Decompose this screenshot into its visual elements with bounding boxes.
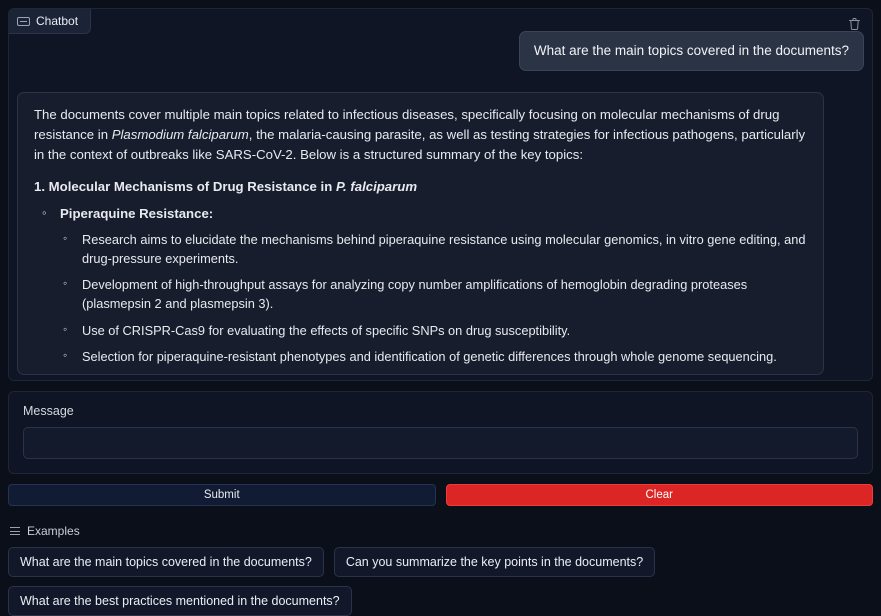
example-chip[interactable]: What are the best practices mentioned in the documents? (8, 586, 352, 616)
bot-section-heading-italic: P. falciparum (335, 178, 418, 194)
bot-message-bubble (17, 92, 824, 375)
action-button-row (8, 484, 873, 506)
list-item: ◦ Use of CRISPR-Cas9 for evaluating the effects of specific SNPs on drug susceptibility. (60, 321, 807, 340)
bot-section-heading-prefix: 1. Molecular Mechanisms of Drug Resistance in (34, 178, 336, 194)
chat-chip-icon (17, 17, 30, 26)
chat-panel (8, 8, 873, 381)
bot-intro-paragraph (34, 105, 807, 166)
bot-intro-part2: , the malaria-causing parasite, as well as testing strategies for infectious pathogens, particularly in the context of outbreaks like SARS-CoV-2. Below is a structured summary of the key topics: (34, 127, 806, 163)
bot-intro-part1: The documents cover multiple main topics related to infectious diseases, specifically focusing on molecular mechanisms of drug resistance in (34, 106, 780, 142)
list-item: ◦ Research aims to elucidate the mechanisms behind piperaquine resistance using molecular genomics, in vitro gene editing, and drug-pressure experiments. (60, 230, 807, 268)
examples-row (8, 547, 873, 577)
bot-section-heading (34, 177, 807, 197)
examples-title: Examples (27, 524, 80, 538)
examples-row (8, 586, 873, 616)
user-message-row (17, 17, 864, 71)
message-label: Message (23, 404, 74, 418)
examples-header (8, 524, 873, 538)
example-chip[interactable]: Can you summarize the key points in the documents? (334, 547, 655, 577)
bot-sub-bullet-list (60, 230, 807, 366)
bot-intro-italic: Plasmodium falciparum (111, 127, 249, 142)
example-chip[interactable]: What are the main topics covered in the documents? (8, 547, 324, 577)
trash-icon[interactable] (844, 14, 864, 34)
clear-button[interactable]: Clear (446, 484, 874, 506)
user-message-bubble: What are the main topics covered in the documents? (519, 31, 864, 71)
examples-list (8, 547, 873, 616)
bot-topic-label: Piperaquine Resistance: (60, 206, 214, 222)
bot-topic-item (38, 204, 807, 366)
chatbot-tab-label: Chatbot (36, 14, 79, 28)
message-input[interactable] (23, 427, 858, 459)
list-icon (10, 527, 20, 535)
list-item: ◦ Development of high-throughput assays for analyzing copy number amplifications of hemoglobin degrading proteases (plasmepsin 2 and plasmepsin 3). (60, 275, 807, 313)
bot-topic-list (38, 204, 807, 366)
message-block (8, 391, 873, 474)
chatbot-tab[interactable] (9, 9, 91, 34)
bot-message-row (17, 71, 864, 375)
submit-button[interactable]: Submit (8, 484, 436, 506)
chat-message-list (9, 9, 872, 380)
list-item: ◦ Selection for piperaquine-resistant phenotypes and identification of genetic differences through whole genome sequencing. (60, 347, 807, 366)
